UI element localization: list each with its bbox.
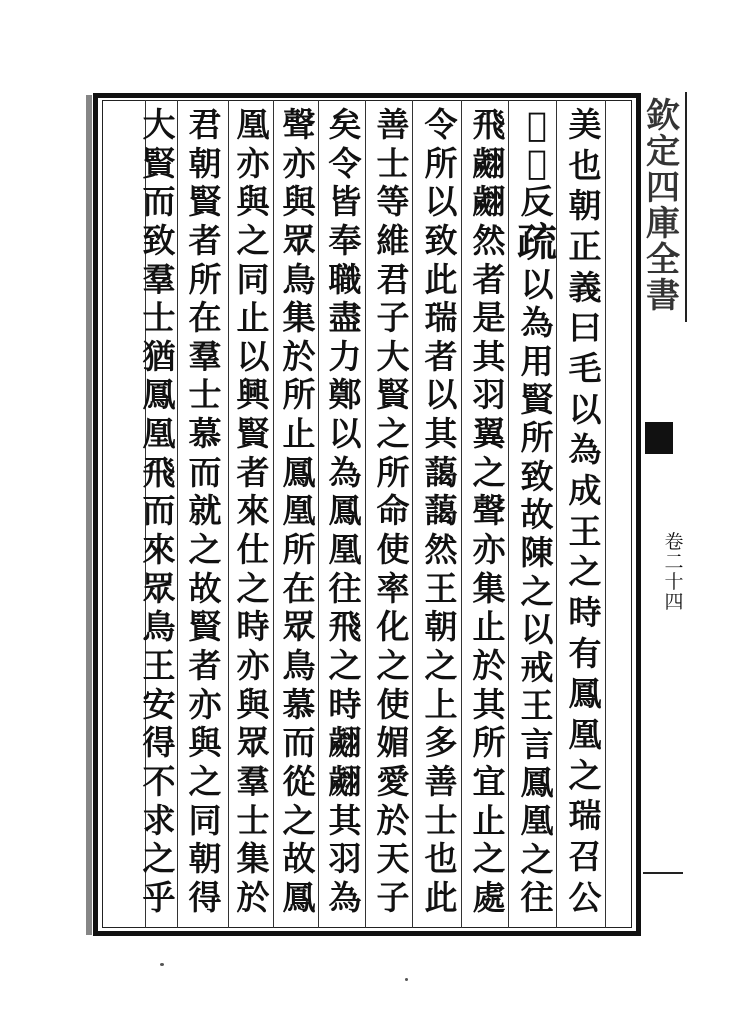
glyph: 然 [472, 220, 506, 260]
glyph: 故 [282, 839, 316, 879]
glyph: 之 [236, 568, 270, 608]
title-glyph: 欽 [646, 96, 680, 136]
glyph: 眾 [282, 220, 316, 260]
glyph: 同 [236, 259, 270, 299]
glyph: 疏 [517, 218, 557, 266]
title-glyph: 全 [646, 240, 680, 280]
glyph: 同 [188, 800, 222, 840]
glyph: 眾 [142, 568, 176, 608]
volume-label [659, 532, 689, 612]
text-column [183, 102, 227, 924]
glyph: 賢 [188, 182, 222, 222]
glyph: 從 [282, 761, 316, 801]
glyph: 毛 [568, 349, 602, 389]
glyph: 所 [282, 375, 316, 415]
glyph: 翽 [472, 143, 506, 183]
glyph: 也 [424, 839, 458, 879]
ink-speck [160, 963, 164, 966]
glyph: 者 [188, 220, 222, 260]
glyph: 是 [472, 298, 506, 338]
glyph: 在 [282, 568, 316, 608]
glyph: 眾 [236, 723, 270, 763]
glyph: 於 [282, 336, 316, 376]
glyph: 之 [520, 571, 554, 611]
glyph: 朝 [568, 186, 602, 226]
glyph: 士 [424, 800, 458, 840]
glyph: 集 [282, 298, 316, 338]
glyph: 等 [376, 182, 410, 222]
glyph: 多 [424, 723, 458, 763]
glyph: 亦 [236, 645, 270, 685]
glyph: 𦖵 [527, 105, 547, 144]
glyph: 上 [424, 684, 458, 724]
glyph: 羽 [328, 839, 362, 879]
glyph: 安 [142, 684, 176, 724]
glyph: 亦 [282, 143, 316, 183]
glyph: 致 [520, 456, 554, 496]
glyph: 以 [568, 389, 602, 429]
glyph: 藹 [424, 491, 458, 531]
glyph: 致 [142, 220, 176, 260]
glyph: 賢 [188, 607, 222, 647]
glyph: 集 [236, 839, 270, 879]
glyph: 其 [472, 336, 506, 376]
text-column [137, 102, 181, 924]
glyph: 往 [328, 568, 362, 608]
glyph: 飛 [142, 452, 176, 492]
glyph: 來 [142, 530, 176, 570]
glyph: 所 [188, 259, 222, 299]
glyph: 藹 [424, 452, 458, 492]
glyph: 以 [520, 265, 554, 305]
glyph: 為 [328, 877, 362, 917]
glyph: 與 [236, 684, 270, 724]
glyph: 凰 [282, 491, 316, 531]
glyph: 鳥 [282, 645, 316, 685]
glyph: 故 [188, 568, 222, 608]
glyph: 得 [188, 877, 222, 917]
glyph: 愛 [376, 761, 410, 801]
glyph: 在 [188, 298, 222, 338]
page-gutter-shadow [86, 95, 92, 935]
title-glyph: 四 [646, 168, 680, 208]
glyph: 君 [188, 105, 222, 144]
glyph: 故 [520, 494, 554, 534]
glyph: 鳥 [282, 259, 316, 299]
glyph: 以 [520, 609, 554, 649]
glyph: 於 [236, 877, 270, 917]
glyph: 為 [520, 303, 554, 343]
glyph: 翽 [328, 723, 362, 763]
glyph: 媚 [376, 723, 410, 763]
glyph: 時 [568, 593, 602, 633]
glyph: 令 [424, 105, 458, 144]
page-margin [641, 92, 693, 942]
glyph: 朝 [424, 607, 458, 647]
glyph: 所 [520, 418, 554, 458]
glyph: 之 [376, 645, 410, 685]
glyph: 翽 [472, 182, 506, 222]
glyph: 於 [472, 645, 506, 685]
text-column [563, 102, 607, 924]
glyph: 來 [236, 491, 270, 531]
glyph: 凰 [520, 801, 554, 841]
glyph: 時 [328, 684, 362, 724]
glyph: 以 [236, 336, 270, 376]
glyph: 仕 [236, 530, 270, 570]
glyph: 瑞 [424, 298, 458, 338]
glyph: 戒 [520, 648, 554, 688]
glyph: 職 [328, 259, 362, 299]
glyph: 凰 [236, 105, 270, 144]
glyph: 亦 [472, 530, 506, 570]
glyph: 大 [376, 336, 410, 376]
glyph: 義 [568, 267, 602, 307]
glyph: 集 [472, 568, 506, 608]
glyph: 而 [142, 182, 176, 222]
glyph: 有 [568, 633, 602, 673]
glyph: 為 [568, 430, 602, 470]
glyph: 為 [328, 452, 362, 492]
glyph: 子 [376, 298, 410, 338]
margin-tick [643, 872, 683, 874]
glyph: 致 [424, 220, 458, 260]
glyph: 慕 [282, 684, 316, 724]
glyph: 士 [376, 143, 410, 183]
glyph: 者 [424, 336, 458, 376]
glyph: 朝 [188, 839, 222, 879]
glyph: 就 [188, 491, 222, 531]
glyph: 而 [188, 452, 222, 492]
glyph: 維 [376, 220, 410, 260]
glyph: 以 [424, 375, 458, 415]
title-glyph: 書 [646, 276, 680, 316]
glyph: 矣 [328, 105, 362, 144]
glyph: 羣 [142, 259, 176, 299]
glyph: 不 [142, 761, 176, 801]
glyph: 處 [472, 877, 506, 917]
glyph: 之 [568, 755, 602, 795]
glyph: 王 [424, 568, 458, 608]
glyph: 與 [282, 182, 316, 222]
glyph: 其 [472, 684, 506, 724]
glyph: 眾 [282, 607, 316, 647]
glyph: 士 [236, 800, 270, 840]
glyph: 之 [424, 645, 458, 685]
glyph: 飛 [328, 607, 362, 647]
glyph: 之 [568, 552, 602, 592]
glyph: 者 [236, 452, 270, 492]
glyph: 之 [236, 220, 270, 260]
glyph: 之 [188, 761, 222, 801]
volume-glyph: 卷 [664, 531, 684, 553]
glyph: 此 [424, 259, 458, 299]
title-glyph: 定 [646, 132, 680, 172]
glyph: 也 [568, 145, 602, 185]
glyph: 得 [142, 723, 176, 763]
glyph: 然 [424, 530, 458, 570]
glyph: 其 [424, 414, 458, 454]
ink-speck [405, 978, 408, 981]
glyph: 聲 [472, 491, 506, 531]
glyph: 公 [568, 877, 602, 917]
glyph: 者 [188, 645, 222, 685]
glyph: 鳳 [520, 763, 554, 803]
glyph: 之 [282, 800, 316, 840]
glyph: 止 [282, 414, 316, 454]
glyph: 賢 [142, 143, 176, 183]
glyph: 朝 [188, 143, 222, 183]
glyph: 力 [328, 336, 362, 376]
glyph: 成 [568, 471, 602, 511]
glyph: 猶 [142, 336, 176, 376]
glyph: 曰 [568, 308, 602, 348]
glyph: 鳳 [282, 877, 316, 917]
glyph: 鳳 [328, 491, 362, 531]
glyph: 反 [520, 181, 554, 221]
glyph: 與 [236, 182, 270, 222]
glyph: 奉 [328, 220, 362, 260]
glyph: 羣 [236, 761, 270, 801]
glyph: 興 [236, 375, 270, 415]
text-column [277, 102, 321, 924]
glyph: 宜 [472, 761, 506, 801]
glyph: 子 [376, 877, 410, 917]
glyph: 皆 [328, 182, 362, 222]
glyph: 翼 [472, 414, 506, 454]
glyph: 其 [328, 800, 362, 840]
glyph: 飛 [472, 105, 506, 144]
glyph: 凰 [328, 530, 362, 570]
glyph: 士 [142, 298, 176, 338]
glyph: 士 [188, 375, 222, 415]
glyph: 之 [520, 839, 554, 879]
glyph: 化 [376, 607, 410, 647]
fish-tail-mark [645, 422, 673, 454]
glyph: 以 [424, 182, 458, 222]
glyph: 正 [568, 227, 602, 267]
glyph: 賢 [520, 380, 554, 420]
glyph: 陳 [520, 533, 554, 573]
glyph: 亦 [188, 684, 222, 724]
glyph: 君 [376, 259, 410, 299]
glyph: 時 [236, 607, 270, 647]
text-column [467, 102, 511, 924]
glyph: 之 [188, 530, 222, 570]
glyph: 鳳 [142, 375, 176, 415]
glyph: 之 [472, 839, 506, 879]
glyph: 用 [520, 341, 554, 381]
glyph: 善 [376, 105, 410, 144]
glyph: 鳳 [282, 452, 316, 492]
glyph: 命 [376, 491, 410, 531]
glyph: 慕 [188, 414, 222, 454]
glyph: 羽 [472, 375, 506, 415]
glyph: 之 [376, 414, 410, 454]
glyph: 所 [472, 723, 506, 763]
glyph: 使 [376, 684, 410, 724]
glyph: 於 [376, 800, 410, 840]
glyph: 大 [142, 105, 176, 144]
glyph: 賢 [376, 375, 410, 415]
glyph: 所 [424, 143, 458, 183]
glyph: 之 [328, 645, 362, 685]
glyph: 天 [376, 839, 410, 879]
glyph: 之 [472, 452, 506, 492]
glyph: 翽 [328, 761, 362, 801]
glyph: 令 [328, 143, 362, 183]
glyph: 聲 [282, 105, 316, 144]
glyph: 瑞 [568, 796, 602, 836]
glyph: 賢 [236, 414, 270, 454]
glyph: 善 [424, 761, 458, 801]
glyph: 求 [142, 800, 176, 840]
glyph: 之 [142, 839, 176, 879]
text-column [371, 102, 415, 924]
glyph: 止 [236, 298, 270, 338]
volume-glyph: 四 [664, 591, 684, 613]
glyph: 所 [376, 452, 410, 492]
glyph: 盡 [328, 298, 362, 338]
glyph: 而 [282, 723, 316, 763]
glyph: 使 [376, 530, 410, 570]
text-column [515, 102, 559, 924]
glyph: 凰 [568, 715, 602, 755]
text-column [419, 102, 463, 924]
column-rule [228, 100, 229, 928]
glyph: 往 [520, 877, 554, 917]
title-glyph: 庫 [646, 204, 680, 244]
glyph: 鳥 [142, 607, 176, 647]
glyph: 鳳 [568, 674, 602, 714]
glyph: 美 [568, 105, 602, 144]
glyph: 羣 [188, 336, 222, 376]
glyph: 止 [472, 607, 506, 647]
glyph: 𨗇 [527, 143, 547, 183]
glyph: 王 [520, 686, 554, 726]
glyph: 亦 [236, 143, 270, 183]
glyph: 與 [188, 723, 222, 763]
glyph: 者 [472, 259, 506, 299]
text-column [323, 102, 367, 924]
volume-glyph: 二 [664, 551, 684, 573]
glyph: 鄭 [328, 375, 362, 415]
text-column [231, 102, 275, 924]
glyph: 以 [328, 414, 362, 454]
glyph: 乎 [142, 877, 176, 917]
glyph: 率 [376, 568, 410, 608]
glyph: 止 [472, 800, 506, 840]
book-title [641, 92, 687, 322]
glyph: 凰 [142, 414, 176, 454]
glyph: 此 [424, 877, 458, 917]
glyph: 言 [520, 724, 554, 764]
glyph: 王 [142, 645, 176, 685]
volume-glyph: 十 [664, 571, 684, 593]
glyph: 所 [282, 530, 316, 570]
glyph: 召 [568, 837, 602, 877]
glyph: 而 [142, 491, 176, 531]
glyph: 王 [568, 511, 602, 551]
